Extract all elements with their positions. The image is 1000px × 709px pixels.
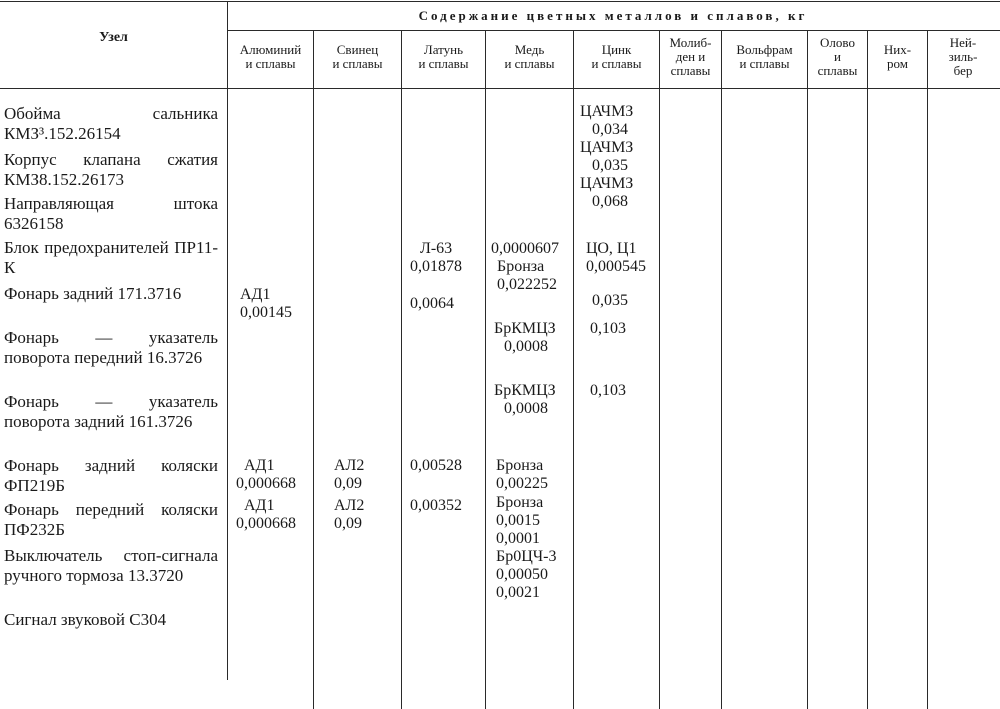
column-header-pb: Свинец и сплавы <box>332 42 383 71</box>
column-header-mo: Молиб- ден и сплавы <box>669 35 712 78</box>
column-header-sn: Олово и сплавы <box>817 35 858 78</box>
col-divider-mo <box>721 30 722 709</box>
table-cell: Бр0ЦЧ-3 0,00050 0,0021 <box>496 548 557 601</box>
row-name: Фонарь задний коляски ФП219Б <box>4 456 218 495</box>
row-name: Блок предохранителей ПР11-К <box>4 238 218 277</box>
header-bottom-rule <box>0 88 1000 89</box>
table-cell: АЛ2 0,09 <box>334 497 365 532</box>
column-header-neusilber: Ней- зиль- бер <box>948 35 978 78</box>
col-divider-pb <box>401 30 402 709</box>
table-cell: АД1 0,000668 <box>236 497 296 532</box>
table-cell: 0,103 <box>590 382 626 399</box>
table-cell: ЦАЧМЗ 0,068 <box>580 175 634 210</box>
column-header-brass: Латунь и сплавы <box>418 42 469 71</box>
col-divider-nichrome <box>927 30 928 709</box>
table-cell: 0,103 <box>590 320 626 337</box>
col-divider-zn <box>659 30 660 709</box>
row-name: Сигнал звуковой С304 <box>4 610 167 629</box>
table-cell: 0,0064 <box>410 295 454 312</box>
col-divider-al <box>313 30 314 709</box>
row-name: Выключатель стоп-сигнала ручного тормоза 13.3720 <box>4 546 218 585</box>
column-header-w: Вольфрам и сплавы <box>736 42 793 71</box>
table-cell: 0,0000607 Бронза 0,022252 <box>491 240 559 293</box>
table-cell: БрКМЦЗ 0,0008 <box>494 320 556 355</box>
table-cell: ЦАЧМЗ 0,034 <box>580 103 634 138</box>
column-header-cu: Медь и сплавы <box>504 42 555 71</box>
row-name: Обойма сальника КМЗ³.152.26154 <box>4 104 218 143</box>
table-cell: ЦАЧМЗ 0,035 <box>580 139 634 174</box>
row-name: Фонарь — указатель поворота передний 16.3726 <box>4 328 218 367</box>
table-top-rule <box>0 1 1000 2</box>
group-header: Содержание цветных металлов и сплавов, кг <box>418 8 808 23</box>
column-header-zn: Цинк и сплавы <box>591 42 642 71</box>
col-divider-cu <box>573 30 574 709</box>
row-name: Фонарь передний коляски ПФ232Б <box>4 500 218 539</box>
row-name: Фонарь задний 171.3716 <box>4 284 182 303</box>
table-cell: 0,00528 <box>410 457 462 474</box>
column-header-al: Алюминий и сплавы <box>239 42 302 71</box>
table-cell: 0,00352 <box>410 497 462 514</box>
row-name: Фонарь — указатель поворота задний 161.3726 <box>4 392 218 431</box>
row-header-uzel: Узел <box>99 30 128 45</box>
table-cell: Бронза 0,0015 0,0001 <box>496 494 544 547</box>
table-cell: Л-63 0,01878 <box>410 240 462 275</box>
table-cell: АЛ2 0,09 <box>334 457 365 492</box>
col-divider-sn <box>867 30 868 709</box>
row-name: Корпус клапана сжатия КМЗ8.152.26173 <box>4 150 218 189</box>
row-name: Направляющая штока 6326158 <box>4 194 218 233</box>
table-cell: АД1 0,00145 <box>240 286 292 321</box>
table-cell: 0,035 <box>592 292 628 309</box>
table-cell: АД1 0,000668 <box>236 457 296 492</box>
table-cell: Бронза 0,00225 <box>496 457 548 492</box>
table-cell: БрКМЦЗ 0,0008 <box>494 382 556 417</box>
col-divider-w <box>807 30 808 709</box>
column-header-nichrome: Них- ром <box>883 42 912 71</box>
table-cell: ЦО, Ц1 0,000545 <box>586 240 646 275</box>
col-divider-uzel <box>227 1 228 680</box>
group-header-rule <box>228 30 1000 31</box>
col-divider-brass <box>485 30 486 709</box>
